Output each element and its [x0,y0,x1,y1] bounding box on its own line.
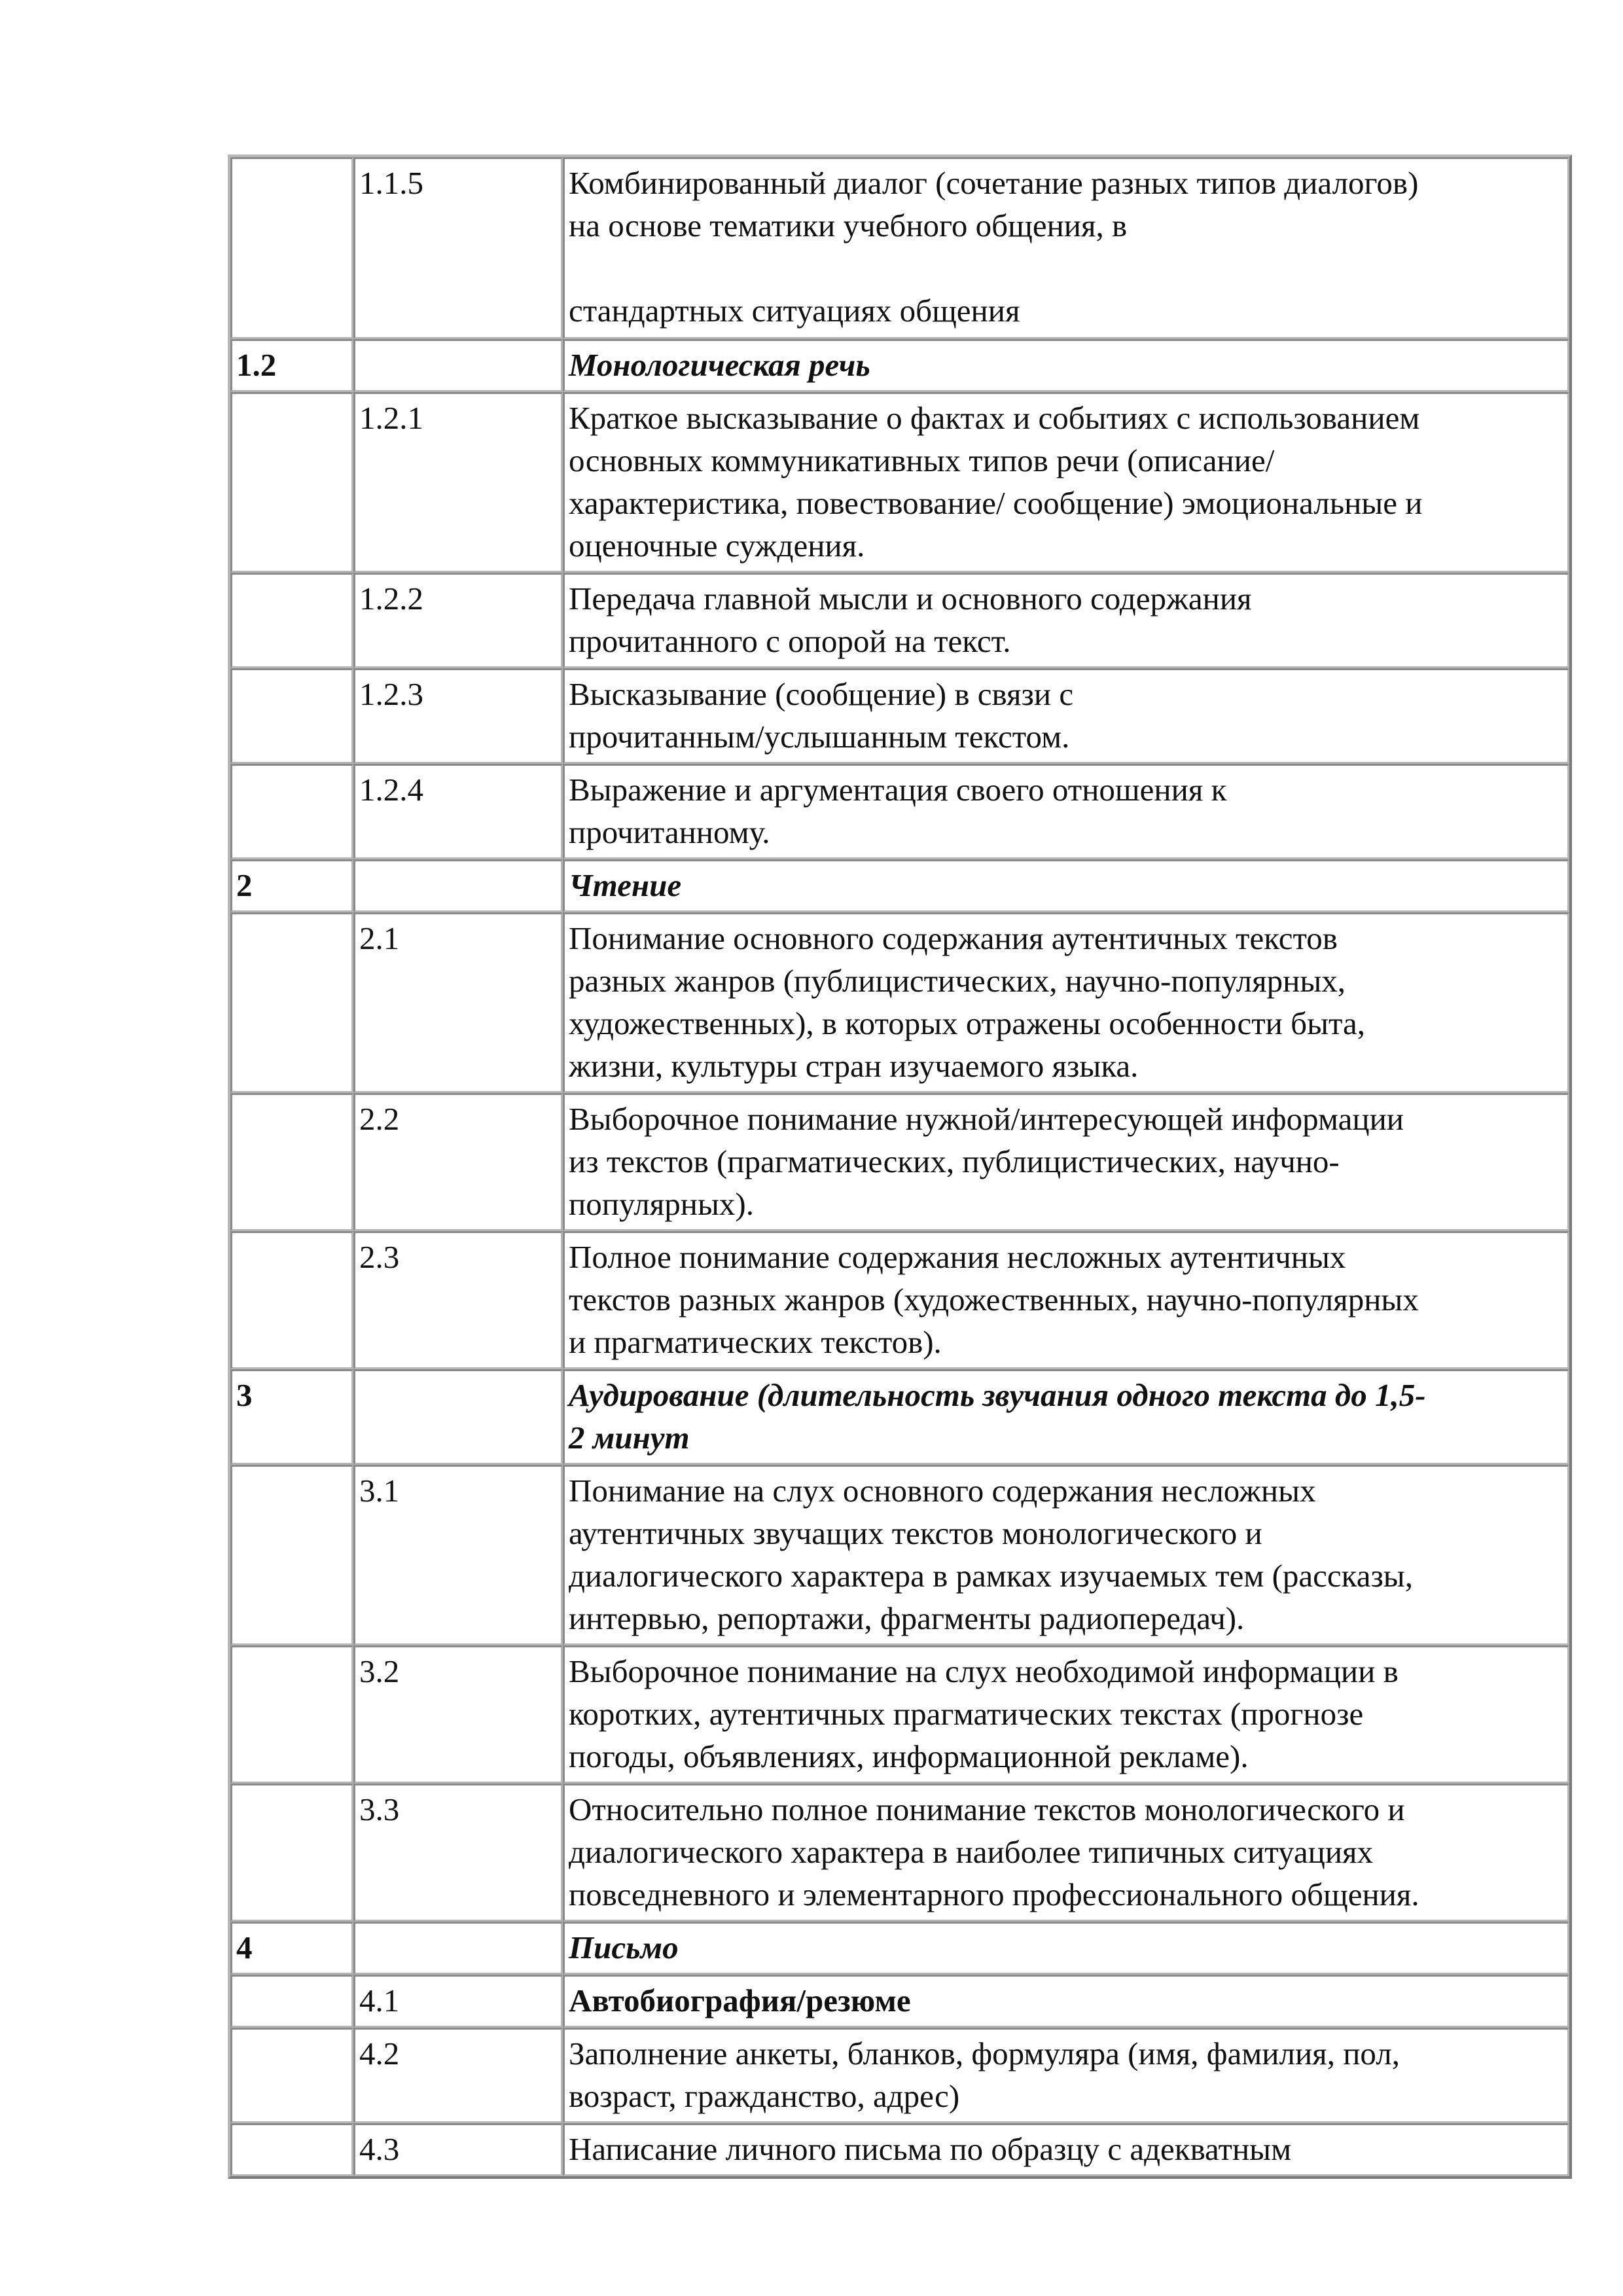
item-code-cell [353,859,563,912]
section-title-cell: Чтение [563,859,1569,912]
section-title-cell: Монологическая речь [563,339,1569,392]
section-title-cell [563,1369,1569,1465]
section-number-cell [230,1645,353,1784]
item-text-cell [563,573,1569,668]
title-line: 2 минут [569,1420,690,1456]
table-row [230,2028,1569,2123]
item-text-cell [563,392,1569,573]
text-line: коротких, аутентичных прагматических текстах (прогнозе [569,1696,1364,1732]
table-row [230,1465,1569,1645]
item-text-cell [563,912,1569,1093]
text-line: возраст, гражданство, адрес) [569,2078,960,2114]
item-code-cell [353,339,563,392]
item-code-cell: 1.2.2 [353,573,563,668]
table-row [230,1645,1569,1784]
item-text-cell [563,1093,1569,1231]
table-row [230,764,1569,859]
item-code-cell: 4.3 [353,2123,563,2176]
section-row [230,859,1569,912]
section-number-cell [230,1231,353,1369]
section-number-cell [230,392,353,573]
section-number-cell [230,1784,353,1922]
item-code-cell: 3.2 [353,1645,563,1784]
item-code-cell: 1.2.1 [353,392,563,573]
table-row [230,2123,1569,2176]
section-row [230,1369,1569,1465]
section-row [230,339,1569,392]
blank-line [569,247,1563,289]
item-code-cell: 2.2 [353,1093,563,1231]
table-row [230,1975,1569,2028]
item-text-cell [563,1231,1569,1369]
section-number-cell [230,573,353,668]
text-line: основных коммуникативных типов речи (описание/ [569,442,1275,478]
item-text-cell [563,1465,1569,1645]
table-row [230,668,1569,764]
section-number-cell [230,1975,353,2028]
section-number-cell: 2 [230,859,353,912]
item-code-cell [353,1922,563,1975]
text-line: интервью, репортажи, фрагменты радиопередач). [569,1600,1245,1636]
item-text-cell [563,764,1569,859]
content-table [228,154,1572,2179]
section-number-cell [230,2123,353,2176]
item-code-cell: 1.1.5 [353,157,563,339]
text-line: из текстов (прагматических, публицистических, научно- [569,1143,1340,1179]
text-line: художественных), в которых отражены особенности быта, [569,1005,1366,1041]
item-text-cell: Написание личного письма по образцу с адекватным [563,2123,1569,2176]
text-line: текстов разных жанров (художественных, научно-популярных [569,1282,1419,1318]
item-code-cell: 3.3 [353,1784,563,1922]
text-line: Выборочное понимание на слух необходимой информации в [569,1653,1399,1689]
table-row [230,1093,1569,1231]
section-number-cell: 3 [230,1369,353,1465]
item-code-cell: 2.3 [353,1231,563,1369]
section-row [230,1922,1569,1975]
item-text-cell [563,668,1569,764]
table-row [230,1231,1569,1369]
item-code-cell: 2.1 [353,912,563,1093]
text-line: аутентичных звучащих текстов монологического и [569,1515,1262,1551]
text-line: прочитанным/услышанным текстом. [569,719,1070,755]
title-line: Аудирование (длительность звучания одного текста до 1,5- [569,1377,1426,1413]
section-number-cell [230,1465,353,1645]
section-number-cell [230,912,353,1093]
text-line: Комбинированный диалог (сочетание разных типов диалогов) [569,165,1419,201]
text-line: прочитанного с опорой на текст. [569,623,1011,659]
text-line: Полное понимание содержания несложных аутентичных [569,1239,1346,1275]
section-number-cell: 1.2 [230,339,353,392]
text-line: Выражение и аргументация своего отношения к [569,772,1227,808]
item-code-cell: 4.2 [353,2028,563,2123]
item-text-cell [563,157,1569,339]
text-line: жизни, культуры стран изучаемого языка. [569,1048,1139,1084]
text-line: популярных). [569,1186,754,1222]
text-line: диалогического характера в наиболее типичных ситуациях [569,1834,1374,1870]
item-text-cell [563,1784,1569,1922]
text-line: разных жанров (публицистических, научно-популярных, [569,963,1346,999]
text-line: Краткое высказывание о фактах и событиях с использованием [569,400,1420,436]
text-line: погоды, объявлениях, информационной рекламе). [569,1738,1249,1774]
text-line: Высказывание (сообщение) в связи с [569,676,1074,712]
item-code-cell: 1.2.3 [353,668,563,764]
text-line: прочитанному. [569,814,770,850]
text-line: характеристика, повествование/ сообщение) эмоциональные и [569,485,1423,521]
table-row [230,392,1569,573]
table-row [230,912,1569,1093]
table-row [230,573,1569,668]
text-line: диалогического характера в рамках изучаемых тем (рассказы, [569,1558,1413,1594]
table-row [230,1784,1569,1922]
section-number-cell: 4 [230,1922,353,1975]
item-code-cell: 1.2.4 [353,764,563,859]
item-code-cell: 3.1 [353,1465,563,1645]
text-line: Относительно полное понимание текстов монологического и [569,1791,1405,1827]
section-number-cell [230,764,353,859]
item-text-cell: Автобиография/резюме [563,1975,1569,2028]
section-number-cell [230,2028,353,2123]
section-title-cell: Письмо [563,1922,1569,1975]
text-line: повседневного и элементарного профессионального общения. [569,1876,1419,1912]
text-line: Передача главной мысли и основного содержания [569,581,1252,617]
text-line: оценочные суждения. [569,528,865,564]
item-text-cell [563,2028,1569,2123]
text-line: на основе тематики учебного общения, в [569,207,1128,243]
section-number-cell [230,157,353,339]
text-line: Понимание основного содержания аутентичных текстов [569,920,1338,956]
item-code-cell [353,1369,563,1465]
text-line: стандартных ситуациях общения [569,293,1020,329]
section-number-cell [230,1093,353,1231]
text-line: Заполнение анкеты, бланков, формуляра (имя, фамилия, пол, [569,2036,1400,2072]
item-code-cell: 4.1 [353,1975,563,2028]
section-number-cell [230,668,353,764]
text-line: Понимание на слух основного содержания несложных [569,1473,1316,1509]
item-text-cell [563,1645,1569,1784]
text-line: и прагматических текстов). [569,1324,942,1360]
table-row [230,157,1569,339]
text-line: Выборочное понимание нужной/интересующей информации [569,1101,1404,1137]
